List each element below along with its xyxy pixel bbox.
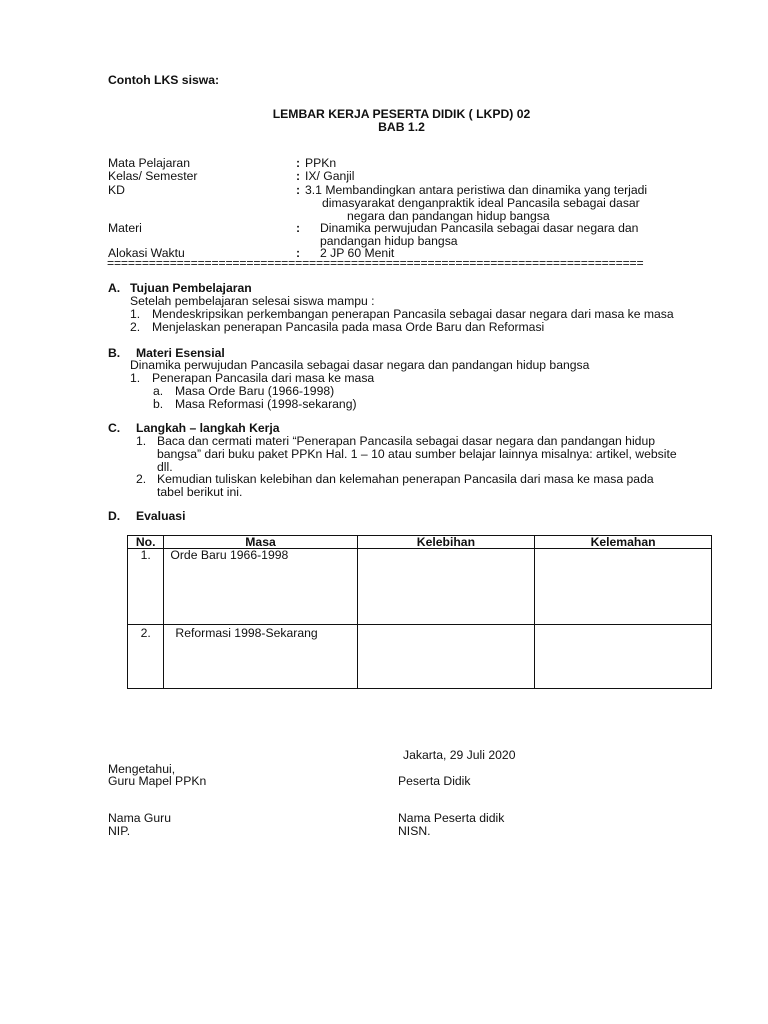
separator-line: ============================================================================= — [107, 256, 644, 270]
section-a-item-num: 1. — [130, 307, 141, 321]
cell-kelemahan — [535, 625, 712, 689]
materi-line-1: Dinamika perwujudan Pancasila sebagai dasar negara dan — [320, 221, 639, 235]
section-c-item-2-line-2: tabel berikut ini. — [157, 485, 243, 499]
section-c-item-1-line-3: dll. — [157, 460, 173, 474]
section-b-item-num: 1. — [130, 371, 141, 385]
section-a-item-text: Menjelaskan penerapan Pancasila pada masa Orde Baru dan Reformasi — [152, 320, 545, 334]
section-d-letter: D. — [108, 509, 121, 523]
siswa-nisn: NISN. — [398, 824, 431, 838]
document-title: LEMBAR KERJA PESERTA DIDIK ( LKPD) 02 — [272, 107, 531, 121]
section-b-subitem-text: Masa Reformasi (1998-sekarang) — [175, 397, 357, 411]
col-header-masa: Masa — [164, 536, 357, 549]
section-b-title: Materi Esensial — [136, 346, 225, 360]
intro-heading: Contoh LKS siswa: — [108, 73, 220, 87]
section-a-item-text: Mendeskripsikan perkembangan penerapan Pancasila sebagai dasar negara dari masa ke masa — [152, 307, 674, 321]
colon: : — [296, 156, 301, 170]
section-c-item-1-line-2: bangsa” dari buku paket PPKn Hal. 1 – 10 atau sumber belajar lainnya misalnya: artikel, website — [157, 447, 677, 461]
section-c-item-num: 1. — [136, 434, 147, 448]
colon: : — [296, 169, 301, 183]
siswa-name: Nama Peserta didik — [398, 811, 505, 825]
table-header-row — [128, 536, 712, 549]
section-b-letter: B. — [108, 346, 121, 360]
col-header-kelemahan: Kelemahan — [535, 536, 712, 549]
materi-line-2: pandangan hidup bangsa — [320, 234, 458, 248]
kelas-value: IX/ Ganjil — [305, 169, 355, 183]
section-b-subitem-num: b. — [153, 397, 164, 411]
section-b-subitem-text: Masa Orde Baru (1966-1998) — [175, 384, 335, 398]
section-b-item-text: Penerapan Pancasila dari masa ke masa — [152, 371, 375, 385]
cell-kelebihan — [357, 549, 535, 625]
table-row — [128, 549, 712, 625]
section-a-title: Tujuan Pembelajaran — [130, 281, 252, 295]
guru-role: Guru Mapel PPKn — [108, 774, 207, 788]
col-header-no: No. — [128, 536, 164, 549]
place-date: Jakarta, 29 Juli 2020 — [403, 748, 516, 762]
guru-nip: NIP. — [108, 824, 131, 838]
cell-kelebihan — [357, 625, 535, 689]
mapel-value: PPKn — [305, 156, 337, 170]
mapel-label: Mata Pelajaran — [108, 156, 190, 170]
col-header-kelebihan: Kelebihan — [357, 536, 535, 549]
section-c-item-1-line-1: Baca dan cermati materi “Penerapan Pancasila sebagai dasar negara dan pandangan hidup — [157, 434, 655, 448]
document-subtitle: BAB 1.2 — [378, 120, 425, 134]
table-row — [128, 625, 712, 689]
section-c-title: Langkah – langkah Kerja — [136, 421, 280, 435]
cell-no: 1. — [128, 549, 164, 625]
section-a-intro: Setelah pembelajaran selesai siswa mampu : — [130, 294, 375, 308]
section-a-item-num: 2. — [130, 320, 141, 334]
kd-line-3: negara dan pandangan hidup bangsa — [347, 209, 550, 223]
mengetahui-label: Mengetahui, — [108, 762, 176, 776]
cell-masa: Reformasi 1998-Sekarang — [164, 625, 357, 689]
evaluation-table — [127, 535, 712, 689]
kd-line-2: dimasyarakat denganpraktik ideal Pancasila sebagai dasar — [322, 196, 640, 210]
section-b-intro: Dinamika perwujudan Pancasila sebagai dasar negara dan pandangan hidup bangsa — [130, 358, 590, 372]
colon: : — [296, 246, 301, 260]
materi-label: Materi — [108, 221, 142, 235]
section-c-item-num: 2. — [136, 472, 147, 486]
kd-line-1: 3.1 Membandingkan antara peristiwa dan dinamika yang terjadi — [305, 183, 648, 197]
colon: : — [296, 221, 301, 235]
section-c-item-2-line-1: Kemudian tuliskan kelebihan dan kelemahan penerapan Pancasila dari masa ke masa pada — [157, 472, 654, 486]
cell-kelemahan — [535, 549, 712, 625]
alokasi-value: 2 JP 60 Menit — [320, 246, 395, 260]
siswa-role: Peserta Didik — [398, 774, 471, 788]
kelas-label: Kelas/ Semester — [108, 169, 198, 183]
cell-masa: Orde Baru 1966-1998 — [164, 549, 357, 625]
alokasi-label: Alokasi Waktu — [108, 246, 185, 260]
section-a-letter: A. — [108, 281, 121, 295]
guru-name: Nama Guru — [108, 811, 171, 825]
colon: : — [296, 183, 301, 197]
section-b-subitem-num: a. — [153, 384, 164, 398]
section-d-title: Evaluasi — [136, 509, 186, 523]
identity-row-kelas — [108, 170, 688, 183]
section-c-letter: C. — [108, 421, 121, 435]
kd-label: KD — [108, 183, 125, 197]
cell-no: 2. — [128, 625, 164, 689]
